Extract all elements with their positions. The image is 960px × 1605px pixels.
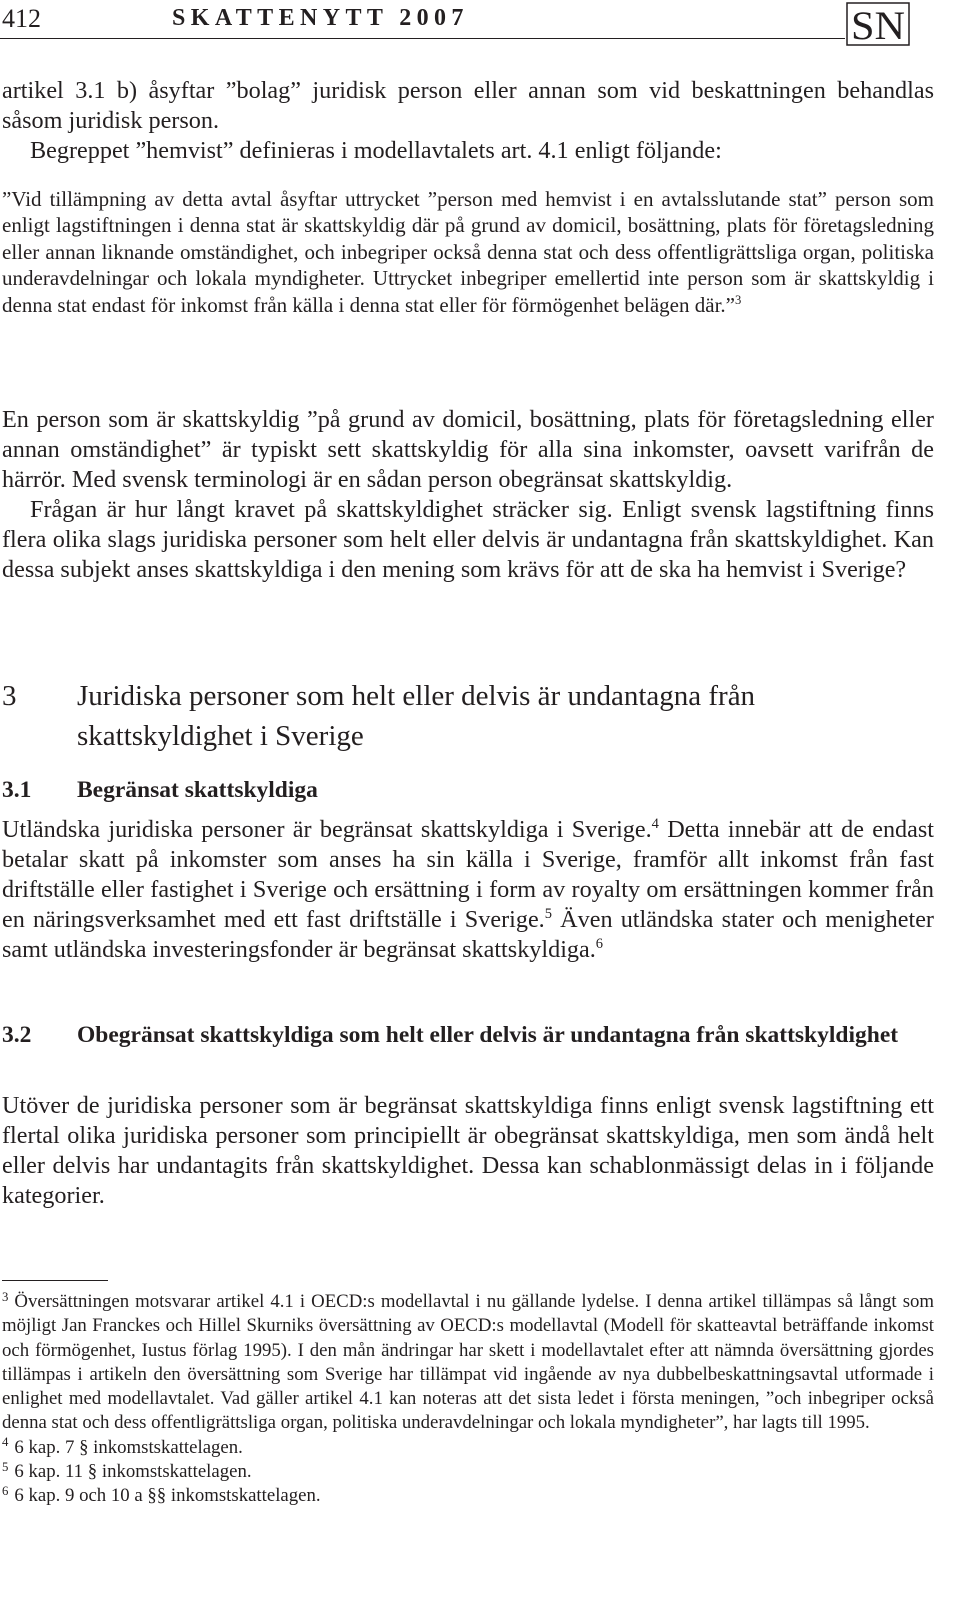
footnotes <box>2 1290 934 1509</box>
section-title: Juridiska personer som helt eller delvis är undantagna från skattskyldighet i Sverige <box>77 680 756 752</box>
footnote-ref: 6 <box>595 936 604 952</box>
footnote-rule <box>2 1280 108 1281</box>
paragraph: artikel 3.1 b) åsyftar ”bolag” juridisk person eller annan som vid beskattningen behandlas såsom juridisk person. <box>2 77 934 134</box>
section-heading <box>2 676 934 756</box>
footnote-ref: 5 <box>544 906 552 922</box>
paragraph: Utöver de juridiska personer som är begränsat skattskyldiga finns enligt svensk lagstiftning ett flertal olika juridiska personer som principiellt är obegränsat skattskyldiga, men som ändå helt eller delvis har undantagits från skattskyldighet. Dessa kan schablonmässigt delas in i följande kategorier. <box>2 1092 934 1209</box>
svg-text:SN: SN <box>851 3 905 46</box>
subsection-number: 3.2 <box>2 1022 32 1048</box>
page-number: 412 <box>2 4 41 33</box>
section-3-1-text <box>2 815 934 965</box>
footnote-mark: 4 <box>2 1435 9 1450</box>
footnote-mark: 5 <box>2 1459 9 1474</box>
footnote-ref: 4 <box>651 816 659 832</box>
sn-logo <box>846 2 910 46</box>
intro-text <box>2 76 934 166</box>
page-header <box>0 0 960 52</box>
section-number: 3 <box>2 680 17 712</box>
footnote-text: Översättningen motsvarar artikel 4.1 i OECD:s modellavtal i nu gällande lydelse. I denna artikel tillämpas så långt som möjligt Jan Franckes och Hillel Skurniks översättning av OECD:s modellavtal (Modell för skatteavtal beträffande inkomst och förmögenhet, Iustus förlag 1995). I den mån ändringar har skett i modellavtalet efter att nämnda översättning gjordes tillämpas i artikeln den översättning som Sverige har tillämpat vid ingående av nya dubbelbeskattningsavtal utformade i enlighet med modellavtalet. Vad gäller artikel 4.1 kan noteras att det sista ledet i första meningen, ”och inbegriper också denna stat och dess offentligrättsliga organ, politiska underavdelningar och lokala myndigheter”, har lagts till 1995. <box>2 1291 934 1434</box>
paragraph: En person som är skattskyldig ”på grund av domicil, bosättning, plats för företagsledning eller annan omständighet” är typiskt sett skattskyldig för alla sina inkomster, oavsett varifrån de härrör. Med svensk terminologi är en sådan person obegränsat skattskyldig. <box>2 406 934 493</box>
subsection-title: Begränsat skattskyldiga <box>77 777 318 803</box>
footnote-mark: 3 <box>2 1289 9 1304</box>
header-rule <box>0 38 845 39</box>
main-text <box>2 405 934 585</box>
block-quote <box>2 186 934 318</box>
text-run: Även utländska stater och menigheter samt utländska investeringsfonder är begränsat skattskyldiga. <box>2 906 934 963</box>
footnote-text: 6 kap. 11 § inkomstskattelagen. <box>14 1461 252 1483</box>
running-title: SKATTENYTT 2007 <box>172 5 469 31</box>
quote-text: ”Vid tillämpning av detta avtal åsyftar uttrycket ”person med hemvist i en avtalsslutande stat” person som enligt lagstiftningen i denna stat är skattskyldig där på grund av domicil, bosättning, plats för företagsledning eller annan liknande omständighet, och inbegriper också denna stat och dess offentligrättsliga organ, politiska underavdelningar och lokala myndigheter. Uttrycket inbegriper emellertid inte person som är skattskyldig i denna stat endast för inkomst från källa i denna stat eller för förmögenhet belägen där.” <box>2 187 934 317</box>
footnote <box>2 1460 934 1484</box>
text-run: Utländska juridiska personer är begränsat skattskyldiga i Sverige. <box>2 816 652 843</box>
footnote-text: 6 kap. 9 och 10 a §§ inkomstskattelagen. <box>14 1485 321 1507</box>
subsection-heading <box>2 775 934 806</box>
footnote-text: 6 kap. 7 § inkomstskattelagen. <box>14 1436 243 1458</box>
footnote-ref: 3 <box>734 292 742 307</box>
paragraph: Begreppet ”hemvist” definieras i modellavtalets art. 4.1 enligt följande: <box>30 137 722 164</box>
footnote-mark: 6 <box>2 1483 9 1498</box>
footnote <box>2 1436 934 1460</box>
paragraph: Frågan är hur långt kravet på skattskyldighet sträcker sig. Enligt svensk lagstiftning finns flera olika slags juridiska personer som helt eller delvis är undantagna från skattskyldighet. Kan dessa subjekt anses skattskyldiga i den mening som krävs för att de ska ha hemvist i Sverige? <box>2 496 934 583</box>
subsection-title: Obegränsat skattskyldiga som helt eller delvis är undantagna från skattskyldighet <box>77 1022 899 1048</box>
footnote <box>2 1484 934 1508</box>
footnote <box>2 1290 934 1436</box>
text-run: Detta innebär att de endast betalar skatt på inkomster som anses ha sin källa i Sverige, framför allt inkomst från fast driftställe eller fastighet i Sverige och ersättning i form av royalty om ersättningen kommer från en näringsverksamhet med ett fast driftställe i Sverige. <box>2 816 935 933</box>
subsection-heading <box>2 1020 934 1051</box>
subsection-number: 3.1 <box>2 777 32 803</box>
section-3-2-text <box>2 1091 934 1211</box>
